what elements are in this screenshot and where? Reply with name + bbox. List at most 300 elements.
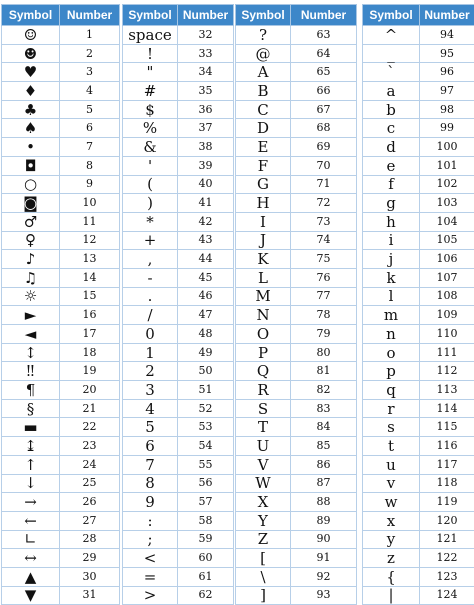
symbol-cell: ↓ xyxy=(2,474,60,493)
table-row xyxy=(2,325,120,344)
symbol-cell: ` xyxy=(363,63,420,82)
number-cell: 21 xyxy=(60,399,120,418)
table-row xyxy=(363,511,474,530)
symbol-cell: ▲ xyxy=(2,567,60,586)
number-header: Number xyxy=(420,5,474,26)
table-row xyxy=(2,212,120,231)
symbol-cell: z xyxy=(363,549,420,568)
symbol-cell: @ xyxy=(236,44,291,63)
symbol-cell: ] xyxy=(236,586,291,605)
symbol-cell: [ xyxy=(236,549,291,568)
symbol-cell: H xyxy=(236,194,291,213)
table-row xyxy=(363,26,474,45)
number-cell: 4 xyxy=(60,82,120,101)
table-row xyxy=(363,381,474,400)
number-header: Number xyxy=(178,5,234,26)
symbol-header: Symbol xyxy=(236,5,291,26)
number-cell: 12 xyxy=(60,231,120,250)
table-row xyxy=(123,455,234,474)
number-cell: 81 xyxy=(291,362,357,381)
symbol-cell: " xyxy=(123,63,178,82)
number-cell: 32 xyxy=(178,26,234,45)
table-row xyxy=(236,381,357,400)
symbol-cell: > xyxy=(123,586,178,605)
table-row xyxy=(2,586,120,605)
symbol-cell: l xyxy=(363,287,420,306)
symbol-cell: ( xyxy=(123,175,178,194)
symbol-cell: ♦ xyxy=(2,82,60,101)
table-row xyxy=(123,138,234,157)
table-row xyxy=(123,567,234,586)
number-cell: 22 xyxy=(60,418,120,437)
symbol-cell: Y xyxy=(236,511,291,530)
symbol-cell: { xyxy=(363,567,420,586)
table-row xyxy=(2,437,120,456)
number-cell: 43 xyxy=(178,231,234,250)
number-cell: 42 xyxy=(178,212,234,231)
number-cell: 53 xyxy=(178,418,234,437)
table-row xyxy=(363,82,474,101)
table-row xyxy=(2,381,120,400)
number-cell: 51 xyxy=(178,381,234,400)
table-row xyxy=(236,306,357,325)
table-row xyxy=(123,343,234,362)
number-cell: 101 xyxy=(420,156,474,175)
symbol-cell: V xyxy=(236,455,291,474)
table-row xyxy=(236,119,357,138)
table-row xyxy=(363,231,474,250)
number-cell: 118 xyxy=(420,474,474,493)
number-cell: 18 xyxy=(60,343,120,362)
number-cell: 110 xyxy=(420,325,474,344)
table-row xyxy=(363,567,474,586)
table-row xyxy=(363,437,474,456)
table-row xyxy=(363,530,474,549)
table-row xyxy=(123,194,234,213)
table-row xyxy=(236,44,357,63)
number-cell: 73 xyxy=(291,212,357,231)
symbol-cell: 7 xyxy=(123,455,178,474)
table-row xyxy=(2,250,120,269)
number-cell: 29 xyxy=(60,549,120,568)
number-cell: 71 xyxy=(291,175,357,194)
number-cell: 65 xyxy=(291,63,357,82)
symbol-cell: h xyxy=(363,212,420,231)
symbol-cell: _ xyxy=(363,44,420,63)
number-cell: 5 xyxy=(60,100,120,119)
number-cell: 89 xyxy=(291,511,357,530)
number-cell: 79 xyxy=(291,325,357,344)
table-row xyxy=(2,63,120,82)
symbol-cell: U xyxy=(236,437,291,456)
table-row xyxy=(236,138,357,157)
number-cell: 3 xyxy=(60,63,120,82)
number-cell: 15 xyxy=(60,287,120,306)
symbol-cell: ► xyxy=(2,306,60,325)
table-row xyxy=(363,250,474,269)
symbol-cell: 5 xyxy=(123,418,178,437)
symbol-cell: space xyxy=(123,26,178,45)
number-cell: 37 xyxy=(178,119,234,138)
symbol-cell: ○ xyxy=(2,175,60,194)
number-cell: 30 xyxy=(60,567,120,586)
table-row xyxy=(363,156,474,175)
symbol-cell: ◙ xyxy=(2,194,60,213)
number-cell: 17 xyxy=(60,325,120,344)
table-row xyxy=(123,586,234,605)
number-cell: 52 xyxy=(178,399,234,418)
number-cell: 117 xyxy=(420,455,474,474)
symbol-cell: i xyxy=(363,231,420,250)
table-row xyxy=(236,250,357,269)
table-row xyxy=(123,231,234,250)
table-row xyxy=(236,586,357,605)
number-cell: 114 xyxy=(420,399,474,418)
number-cell: 120 xyxy=(420,511,474,530)
number-cell: 121 xyxy=(420,530,474,549)
symbol-cell: . xyxy=(123,287,178,306)
table-row xyxy=(363,586,474,605)
table-row xyxy=(363,100,474,119)
table-row xyxy=(236,437,357,456)
table-row xyxy=(123,250,234,269)
number-cell: 87 xyxy=(291,474,357,493)
symbol-cell: 1 xyxy=(123,343,178,362)
number-cell: 82 xyxy=(291,381,357,400)
number-cell: 98 xyxy=(420,100,474,119)
table-row xyxy=(236,63,357,82)
symbol-cell: | xyxy=(363,586,420,605)
symbol-header: Symbol xyxy=(2,5,60,26)
number-cell: 63 xyxy=(291,26,357,45)
table-row xyxy=(363,287,474,306)
table-row xyxy=(236,511,357,530)
number-cell: 14 xyxy=(60,268,120,287)
table-row xyxy=(2,119,120,138)
number-cell: 75 xyxy=(291,250,357,269)
table-row xyxy=(2,418,120,437)
symbol-cell: X xyxy=(236,493,291,512)
symbol-cell: F xyxy=(236,156,291,175)
number-cell: 72 xyxy=(291,194,357,213)
number-cell: 69 xyxy=(291,138,357,157)
number-cell: 61 xyxy=(178,567,234,586)
table-row xyxy=(123,325,234,344)
table-row xyxy=(363,399,474,418)
symbol-cell: x xyxy=(363,511,420,530)
number-cell: 97 xyxy=(420,82,474,101)
table-row xyxy=(2,343,120,362)
table-row xyxy=(123,63,234,82)
symbol-cell: L xyxy=(236,268,291,287)
number-cell: 78 xyxy=(291,306,357,325)
symbol-cell: Z xyxy=(236,530,291,549)
number-cell: 85 xyxy=(291,437,357,456)
table-row xyxy=(2,511,120,530)
table-row xyxy=(236,26,357,45)
table-row xyxy=(123,399,234,418)
number-cell: 33 xyxy=(178,44,234,63)
symbol-cell: \ xyxy=(236,567,291,586)
ascii-table-1 xyxy=(1,4,120,605)
symbol-cell: N xyxy=(236,306,291,325)
table-row xyxy=(363,343,474,362)
table-row xyxy=(123,175,234,194)
symbol-cell: - xyxy=(123,268,178,287)
table-row xyxy=(236,530,357,549)
symbol-cell: p xyxy=(363,362,420,381)
symbol-cell: ▼ xyxy=(2,586,60,605)
symbol-cell: D xyxy=(236,119,291,138)
symbol-cell: ☻ xyxy=(2,44,60,63)
symbol-cell: R xyxy=(236,381,291,400)
number-cell: 76 xyxy=(291,268,357,287)
number-cell: 8 xyxy=(60,156,120,175)
table-row xyxy=(363,306,474,325)
symbol-cell: ☼ xyxy=(2,287,60,306)
symbol-cell: ? xyxy=(236,26,291,45)
table-row xyxy=(363,212,474,231)
table-row xyxy=(363,138,474,157)
table-row xyxy=(363,325,474,344)
table-row xyxy=(236,268,357,287)
symbol-cell: W xyxy=(236,474,291,493)
number-cell: 55 xyxy=(178,455,234,474)
symbol-cell: ♂ xyxy=(2,212,60,231)
number-cell: 103 xyxy=(420,194,474,213)
number-cell: 100 xyxy=(420,138,474,157)
table-row xyxy=(2,549,120,568)
table-row xyxy=(363,119,474,138)
number-cell: 59 xyxy=(178,530,234,549)
table-row xyxy=(123,119,234,138)
symbol-header: Symbol xyxy=(123,5,178,26)
number-cell: 91 xyxy=(291,549,357,568)
symbol-cell: a xyxy=(363,82,420,101)
table-row xyxy=(236,455,357,474)
number-header: Number xyxy=(60,5,120,26)
number-cell: 67 xyxy=(291,100,357,119)
table-row xyxy=(236,474,357,493)
symbol-cell: s xyxy=(363,418,420,437)
symbol-cell: ◘ xyxy=(2,156,60,175)
number-cell: 95 xyxy=(420,44,474,63)
table-row xyxy=(2,100,120,119)
table-row xyxy=(123,511,234,530)
number-cell: 94 xyxy=(420,26,474,45)
symbol-cell: u xyxy=(363,455,420,474)
table-row xyxy=(123,418,234,437)
symbol-cell: k xyxy=(363,268,420,287)
table-row xyxy=(363,474,474,493)
number-cell: 86 xyxy=(291,455,357,474)
number-cell: 16 xyxy=(60,306,120,325)
symbol-cell: ← xyxy=(2,511,60,530)
number-cell: 35 xyxy=(178,82,234,101)
symbol-cell: ; xyxy=(123,530,178,549)
table-row xyxy=(236,399,357,418)
table-row xyxy=(236,325,357,344)
symbol-cell: § xyxy=(2,399,60,418)
number-header: Number xyxy=(291,5,357,26)
symbol-cell: = xyxy=(123,567,178,586)
number-cell: 83 xyxy=(291,399,357,418)
symbol-cell: : xyxy=(123,511,178,530)
symbol-cell: w xyxy=(363,493,420,512)
symbol-cell: % xyxy=(123,119,178,138)
symbol-cell: v xyxy=(363,474,420,493)
table-row xyxy=(363,194,474,213)
number-cell: 124 xyxy=(420,586,474,605)
symbol-cell: j xyxy=(363,250,420,269)
symbol-cell: n xyxy=(363,325,420,344)
symbol-cell: o xyxy=(363,343,420,362)
symbol-cell: T xyxy=(236,418,291,437)
number-cell: 123 xyxy=(420,567,474,586)
table-row xyxy=(363,175,474,194)
symbol-cell: # xyxy=(123,82,178,101)
symbol-cell: & xyxy=(123,138,178,157)
symbol-cell: ∟ xyxy=(2,530,60,549)
number-cell: 24 xyxy=(60,455,120,474)
number-cell: 96 xyxy=(420,63,474,82)
table-row xyxy=(236,231,357,250)
symbol-header: Symbol xyxy=(363,5,420,26)
number-cell: 1 xyxy=(60,26,120,45)
table-row xyxy=(363,549,474,568)
number-cell: 44 xyxy=(178,250,234,269)
number-cell: 47 xyxy=(178,306,234,325)
number-cell: 56 xyxy=(178,474,234,493)
number-cell: 106 xyxy=(420,250,474,269)
number-cell: 23 xyxy=(60,437,120,456)
number-cell: 50 xyxy=(178,362,234,381)
symbol-cell: ♣ xyxy=(2,100,60,119)
symbol-cell: ♫ xyxy=(2,268,60,287)
number-cell: 93 xyxy=(291,586,357,605)
table-row xyxy=(123,156,234,175)
symbol-cell: ▬ xyxy=(2,418,60,437)
number-cell: 62 xyxy=(178,586,234,605)
table-row xyxy=(123,100,234,119)
number-cell: 74 xyxy=(291,231,357,250)
number-cell: 9 xyxy=(60,175,120,194)
symbol-cell: q xyxy=(363,381,420,400)
number-cell: 41 xyxy=(178,194,234,213)
symbol-cell: r xyxy=(363,399,420,418)
number-cell: 26 xyxy=(60,493,120,512)
number-cell: 2 xyxy=(60,44,120,63)
table-row xyxy=(123,493,234,512)
symbol-cell: d xyxy=(363,138,420,157)
number-cell: 40 xyxy=(178,175,234,194)
number-cell: 119 xyxy=(420,493,474,512)
table-row xyxy=(363,493,474,512)
symbol-cell: ↕ xyxy=(2,343,60,362)
table-row xyxy=(236,175,357,194)
symbol-cell: A xyxy=(236,63,291,82)
number-cell: 70 xyxy=(291,156,357,175)
symbol-cell: , xyxy=(123,250,178,269)
ascii-table-2 xyxy=(122,4,234,605)
number-cell: 10 xyxy=(60,194,120,213)
header-row xyxy=(123,5,234,26)
number-cell: 57 xyxy=(178,493,234,512)
number-cell: 60 xyxy=(178,549,234,568)
symbol-cell: 2 xyxy=(123,362,178,381)
number-cell: 111 xyxy=(420,343,474,362)
table-row xyxy=(236,212,357,231)
table-row xyxy=(236,362,357,381)
table-row xyxy=(2,530,120,549)
table-row xyxy=(236,418,357,437)
symbol-cell: ♥ xyxy=(2,63,60,82)
symbol-cell: ◄ xyxy=(2,325,60,344)
table-row xyxy=(2,399,120,418)
number-cell: 109 xyxy=(420,306,474,325)
number-cell: 38 xyxy=(178,138,234,157)
number-cell: 113 xyxy=(420,381,474,400)
table-row xyxy=(363,63,474,82)
number-cell: 68 xyxy=(291,119,357,138)
table-row xyxy=(236,194,357,213)
header-row xyxy=(236,5,357,26)
table-row xyxy=(123,287,234,306)
symbol-cell: * xyxy=(123,212,178,231)
number-cell: 108 xyxy=(420,287,474,306)
symbol-cell: y xyxy=(363,530,420,549)
symbol-cell: + xyxy=(123,231,178,250)
table-row xyxy=(2,493,120,512)
symbol-cell: ♠ xyxy=(2,119,60,138)
symbol-cell: O xyxy=(236,325,291,344)
symbol-cell: t xyxy=(363,437,420,456)
number-cell: 25 xyxy=(60,474,120,493)
table-row xyxy=(236,82,357,101)
table-row xyxy=(123,212,234,231)
number-cell: 112 xyxy=(420,362,474,381)
table-row xyxy=(236,343,357,362)
number-cell: 105 xyxy=(420,231,474,250)
symbol-cell: ↨ xyxy=(2,437,60,456)
symbol-cell: B xyxy=(236,82,291,101)
symbol-cell: ↑ xyxy=(2,455,60,474)
symbol-cell: ↔ xyxy=(2,549,60,568)
symbol-cell: Q xyxy=(236,362,291,381)
symbol-cell: K xyxy=(236,250,291,269)
symbol-cell: M xyxy=(236,287,291,306)
symbol-cell: / xyxy=(123,306,178,325)
symbol-cell: ! xyxy=(123,44,178,63)
table-row xyxy=(2,26,120,45)
symbol-cell: J xyxy=(236,231,291,250)
number-cell: 46 xyxy=(178,287,234,306)
number-cell: 122 xyxy=(420,549,474,568)
number-cell: 107 xyxy=(420,268,474,287)
number-cell: 116 xyxy=(420,437,474,456)
symbol-cell: G xyxy=(236,175,291,194)
number-cell: 39 xyxy=(178,156,234,175)
symbol-cell: e xyxy=(363,156,420,175)
table-row xyxy=(2,82,120,101)
table-row xyxy=(2,455,120,474)
symbol-cell: ) xyxy=(123,194,178,213)
table-row xyxy=(123,437,234,456)
symbol-cell: → xyxy=(2,493,60,512)
number-cell: 7 xyxy=(60,138,120,157)
number-cell: 28 xyxy=(60,530,120,549)
symbol-cell: c xyxy=(363,119,420,138)
